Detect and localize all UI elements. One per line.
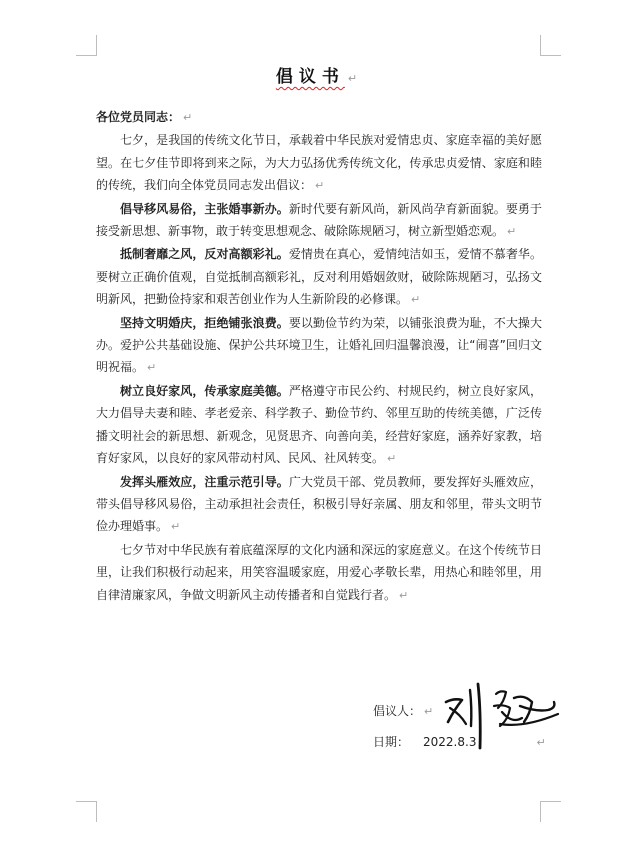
- paragraph-mark-icon: ↵: [411, 293, 421, 307]
- crop-mark-bottom-left: [76, 801, 97, 822]
- paragraph-item: [96, 471, 542, 539]
- paragraph-mark-icon: ↵: [347, 72, 358, 85]
- greeting-text: 各位党员同志：: [96, 110, 181, 124]
- paragraph-mark-icon: ↵: [183, 111, 193, 124]
- title-text: 倡议书: [275, 67, 345, 87]
- paragraph-mark-icon: ↵: [171, 520, 181, 534]
- signer-line: [373, 702, 433, 719]
- paragraph-text: 要以勤俭节约为荣，以铺张浪费为耻，不大操大办。爱护公共基础设施、保护公共环境卫生，让婚礼回归温馨浪漫，让“闹喜”回归文明祝福。: [96, 315, 542, 375]
- signer-label: 倡议人：: [373, 704, 422, 718]
- paragraph-text: 严格遵守市民公约、村规民约，树立良好家风，大力倡导夫妻和睦、孝老爱亲、科学教子、勤俭节约、邻里互助的传统美德，广泛传播文明社会的新思想、新观念，见贤思齐、向善向美，经营好家庭，涵养好家教，培育好家风，以良好的家风带动村风、民风、社风转变。: [96, 383, 542, 466]
- paragraph-lead: 倡导移风易俗，主张婚事新办。: [120, 201, 289, 216]
- paragraph-mark-icon: ↵: [424, 705, 434, 718]
- date-value: 2022.8.3: [423, 735, 477, 749]
- paragraph-closing: [96, 539, 542, 607]
- document-title: [0, 62, 633, 87]
- paragraph-text: 广大党员干部、党员教师，要发挥好头雁效应，带头倡导移风易俗，主动承担社会责任，积极引导好亲属、朋友和邻里，带头文明节俭办理婚事。: [96, 474, 542, 534]
- document-body: [96, 106, 542, 607]
- paragraph-lead: 抵制奢靡之风，反对高额彩礼。: [120, 247, 289, 262]
- paragraph-item: [96, 243, 542, 311]
- crop-mark-top-right: [540, 35, 561, 56]
- paragraph-text: 七夕节对中华民族有着底蕴深厚的文化内涵和深远的家庭意义。在这个传统节日里，让我们积极行动起来，用笑容温暖家庭，用爱心孝敬长辈，用热心和睦邻里，用自律清廉家风，争做文明新风主动传播者和自觉践行者。: [96, 542, 542, 602]
- paragraph-lead: 发挥头雁效应，注重示范引导。: [120, 474, 289, 489]
- paragraph-intro: [96, 129, 542, 197]
- paragraph-mark-icon: ↵: [387, 452, 397, 466]
- paragraph-mark-icon: ↵: [507, 225, 517, 239]
- paragraph-text: 新时代要有新风尚，新风尚孕育新面貌。要勇于接受新思想、新事物，敢于转变思想观念、破除陈规陋习，树立新型婚恋观。: [96, 201, 542, 239]
- paragraph-item: [96, 380, 542, 471]
- crop-mark-top-left: [76, 35, 97, 56]
- crop-mark-bottom-right: [540, 801, 561, 822]
- paragraph-text: 七夕，是我国的传统文化节日，承载着中华民族对爱情忠贞、家庭幸福的美好愿望。在七夕佳节即将到来之际，为大力弘扬优秀传统文化，传承忠贞爱情、家庭和睦的传统，我们向全体党员同志发出倡议：: [96, 133, 542, 193]
- paragraph-item: [96, 312, 542, 380]
- greeting-line: [96, 106, 542, 129]
- paragraph-mark-icon: ↵: [399, 588, 409, 602]
- paragraph-item: [96, 198, 542, 244]
- paragraph-mark-icon: ↵: [315, 179, 325, 193]
- date-line: [373, 733, 546, 750]
- paragraph-lead: 树立良好家风，传承家庭美德。: [120, 383, 289, 398]
- date-label: 日期：: [373, 735, 410, 749]
- paragraph-mark-icon: ↵: [147, 361, 157, 375]
- paragraph-text: 爱情贵在真心，爱情纯洁如玉，爱情不慕奢华。要树立正确价值观，自觉抵制高额彩礼，反对利用婚姻敛财，破除陈规陋习，弘扬文明新风，把勤俭持家和艰苦创业作为人生新阶段的必修课。: [96, 247, 542, 307]
- paragraph-mark-icon: ↵: [536, 736, 546, 749]
- paragraph-lead: 坚持文明婚庆，拒绝铺张浪费。: [120, 315, 289, 330]
